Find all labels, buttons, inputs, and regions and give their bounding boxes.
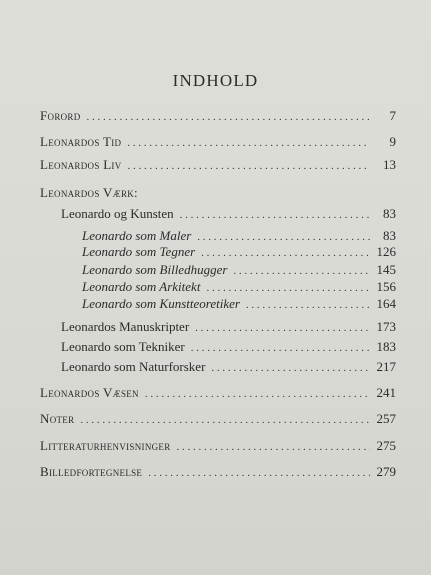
toc-entry [82, 228, 396, 244]
toc-entry [61, 319, 396, 335]
toc-page-number: 145 [376, 262, 396, 277]
toc-entry [40, 411, 396, 427]
toc-dot-leader [87, 109, 370, 125]
toc-page-number: 9 [389, 134, 396, 149]
toc-entry-label: Leonardo som Kunstteoretiker [82, 296, 240, 311]
toc-dot-leader [206, 280, 370, 296]
toc-dot-leader [177, 439, 370, 455]
toc-entry [61, 359, 396, 375]
toc-entry-label: Leonardos Værk: [40, 185, 138, 200]
toc-page-number: 257 [376, 411, 396, 426]
toc-entry-label: Noter [40, 411, 75, 426]
toc-page-number: 7 [389, 108, 396, 123]
toc-page-number: 156 [376, 279, 396, 294]
toc-page-number: 164 [376, 296, 396, 311]
toc-entry-label: Leonardo som Tekniker [61, 339, 185, 354]
toc-entry-label: Leonardos Tid [40, 134, 122, 149]
toc-dot-leader [180, 207, 370, 223]
toc-page-number: 279 [376, 464, 396, 479]
page-title: INDHOLD [172, 71, 259, 90]
toc-dot-leader [201, 245, 370, 261]
toc-dot-leader [211, 360, 370, 376]
toc-dot-leader [197, 229, 370, 245]
toc-dot-leader [195, 320, 370, 336]
toc-page-number: 173 [376, 319, 396, 334]
toc-entry [40, 157, 396, 173]
toc-page-number: 126 [376, 244, 396, 259]
toc-page-number: 183 [376, 339, 396, 354]
toc-entry-label: Leonardo og Kunsten [61, 206, 174, 221]
toc-entry [40, 134, 396, 150]
toc-dot-leader [128, 158, 370, 174]
toc-entry [40, 108, 396, 124]
toc-dot-leader [127, 135, 370, 151]
toc-page-number: 83 [383, 206, 396, 221]
toc-entry-label: Billedfortegnelse [40, 464, 143, 479]
toc-entry-label: Leonardos Manuskripter [61, 319, 190, 334]
toc-dot-leader [233, 263, 370, 279]
toc-entry [82, 262, 396, 278]
toc-dot-leader [145, 386, 370, 402]
toc-entry-label: Leonardo som Naturforsker [61, 359, 206, 374]
toc-entry-label: Leonardo som Maler [82, 228, 192, 243]
toc-entry [82, 296, 396, 312]
toc-entry [40, 464, 396, 480]
toc-page-number: 241 [376, 385, 396, 400]
toc-entry-label: Leonardos Væsen [40, 385, 139, 400]
toc-entry [40, 185, 396, 201]
toc-page-number: 275 [376, 438, 396, 453]
toc-entry [82, 244, 396, 260]
toc-entry [61, 339, 396, 355]
toc-page-number: 83 [383, 228, 396, 243]
toc-entry [40, 385, 396, 401]
toc-dot-leader [246, 297, 370, 313]
toc-entry [40, 438, 396, 454]
toc-page-number: 13 [383, 157, 396, 172]
toc-dot-leader [148, 465, 370, 481]
toc-entry-label: Leonardo som Billedhugger [82, 262, 228, 277]
toc-page-number: 217 [376, 359, 396, 374]
toc-entry-label: Leonardo som Arkitekt [82, 279, 201, 294]
toc-entry [61, 206, 396, 222]
toc-entry-label: Leonardos Liv [40, 157, 122, 172]
toc-entry-label: Forord [40, 108, 81, 123]
toc-entry [82, 279, 396, 295]
toc-entry-label: Leonardo som Tegner [82, 244, 196, 259]
toc-dot-leader [191, 340, 370, 356]
toc-entry-label: Litteraturhenvisninger [40, 438, 171, 453]
toc-dot-leader [80, 412, 370, 428]
